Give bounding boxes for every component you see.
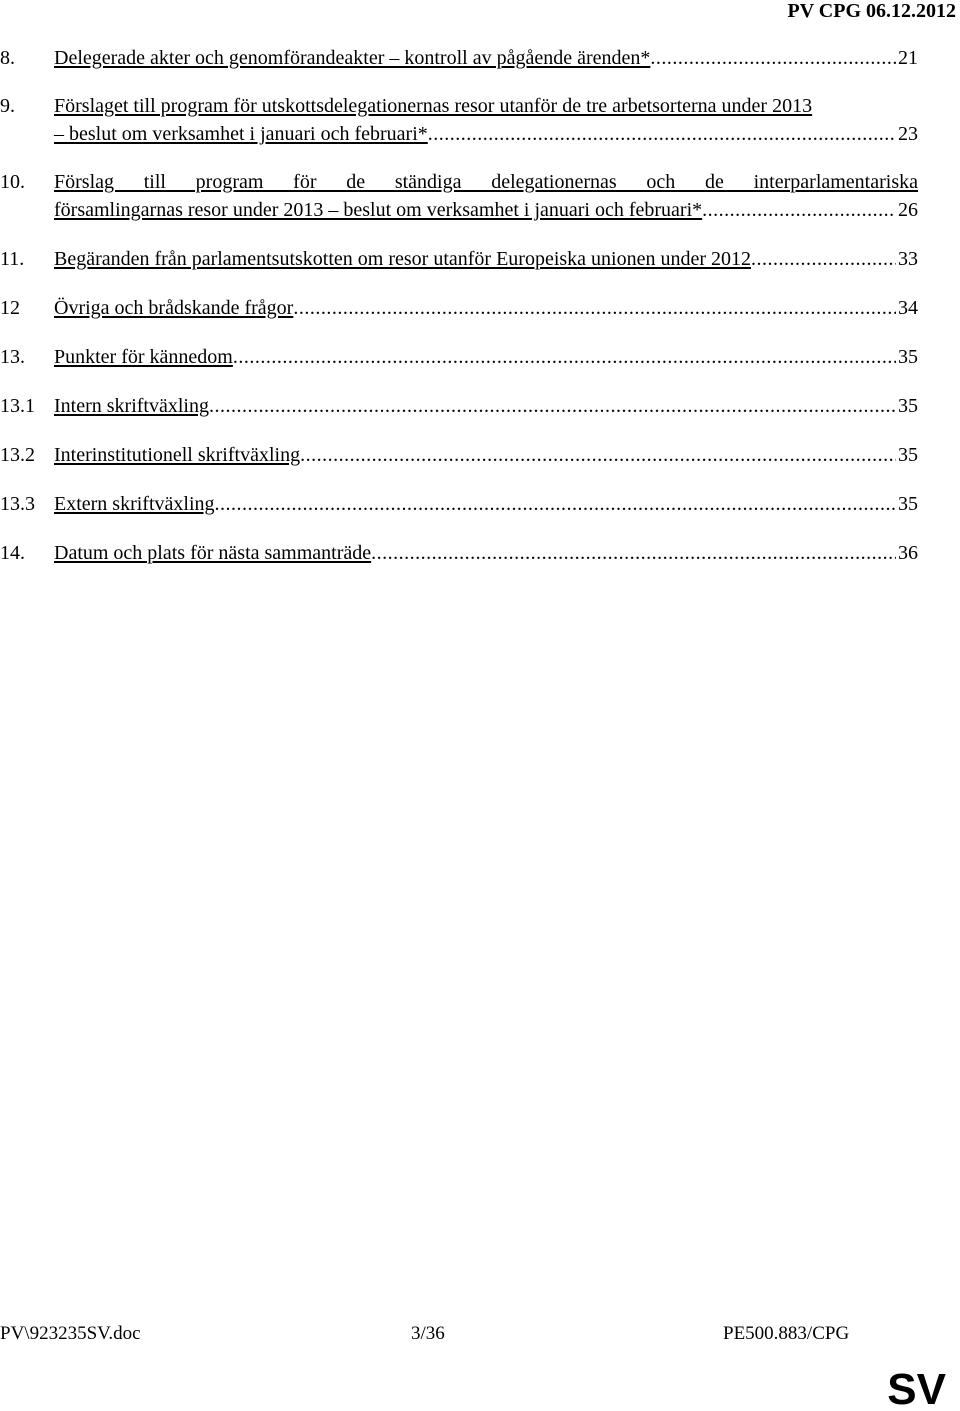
- toc-entry-title[interactable]: Intern skriftväxling: [54, 395, 209, 417]
- toc-page-number: 26: [898, 199, 918, 221]
- footer-document-name: PV\923235SV.doc: [0, 1323, 141, 1344]
- toc-entry-number: 10.: [0, 171, 25, 193]
- dot-leader: [300, 441, 896, 469]
- toc-entry-number: 13.3: [0, 493, 35, 515]
- toc-entry-number: 9.: [0, 95, 15, 117]
- dot-leader: [650, 44, 896, 72]
- dot-leader: [751, 245, 896, 273]
- toc-entry-number: 8.: [0, 47, 15, 69]
- dot-leader: [233, 343, 896, 371]
- toc-entry-number: 12: [0, 297, 20, 319]
- toc-page-number: 21: [898, 47, 918, 69]
- toc-page-number: 23: [898, 123, 918, 145]
- toc-entry-title-line-2[interactable]: församlingarnas resor under 2013 – beslut om verksamhet i januari och februari*: [54, 199, 703, 221]
- toc-entry-number: 13.1: [0, 395, 35, 417]
- dot-leader: [293, 294, 896, 322]
- toc-page-number: 35: [898, 395, 918, 417]
- toc-entry-title[interactable]: Övriga och brådskande frågor: [54, 297, 294, 319]
- footer-page-number: 3/36: [411, 1323, 445, 1344]
- dot-leader: [215, 490, 896, 518]
- toc-page-number: 34: [898, 297, 918, 319]
- toc-page-number: 35: [898, 444, 918, 466]
- toc-entry-title[interactable]: Begäranden från parlamentsutskotten om resor utanför Europeiska unionen under 2012: [54, 248, 752, 270]
- dot-leader: [209, 392, 896, 420]
- page-footer: [0, 1321, 960, 1347]
- toc-page-number: 35: [898, 346, 918, 368]
- toc-page-number: 36: [898, 542, 918, 564]
- toc-entry-title[interactable]: Extern skriftväxling: [54, 493, 215, 515]
- toc-entry-number: 11.: [0, 248, 25, 270]
- toc-page-number: 35: [898, 493, 918, 515]
- footer-reference: PE500.883/CPG: [723, 1323, 850, 1344]
- toc-entry-number: 13.2: [0, 444, 35, 466]
- toc-page-number: 33: [898, 248, 918, 270]
- toc-entry-title-line-2[interactable]: – beslut om verksamhet i januari och februari*: [54, 123, 428, 145]
- dot-leader: [428, 120, 896, 148]
- toc-entry-title-line-1[interactable]: Förslag till program för de ständiga delegationernas och de interparlamentariska: [54, 171, 918, 193]
- toc-entry-title[interactable]: Interinstitutionell skriftväxling: [54, 444, 301, 466]
- dot-leader: [371, 539, 896, 567]
- toc-entry-number: 13.: [0, 346, 25, 368]
- language-badge: SV: [887, 1365, 946, 1411]
- header-reference: PV CPG 06.12.2012: [787, 0, 956, 22]
- toc-entry-title[interactable]: Delegerade akter och genomförandeakter – kontroll av pågående ärenden*: [54, 47, 651, 69]
- toc-entry-title[interactable]: Punkter för kännedom: [54, 346, 233, 368]
- toc-entry-title[interactable]: Datum och plats för nästa sammanträde: [54, 542, 372, 564]
- toc-entry-title-line-1[interactable]: Förslaget till program för utskottsdelegationernas resor utanför de tre arbetsorterna under 2013: [54, 95, 813, 117]
- toc-entry-number: 14.: [0, 542, 25, 564]
- dot-leader: [702, 196, 896, 224]
